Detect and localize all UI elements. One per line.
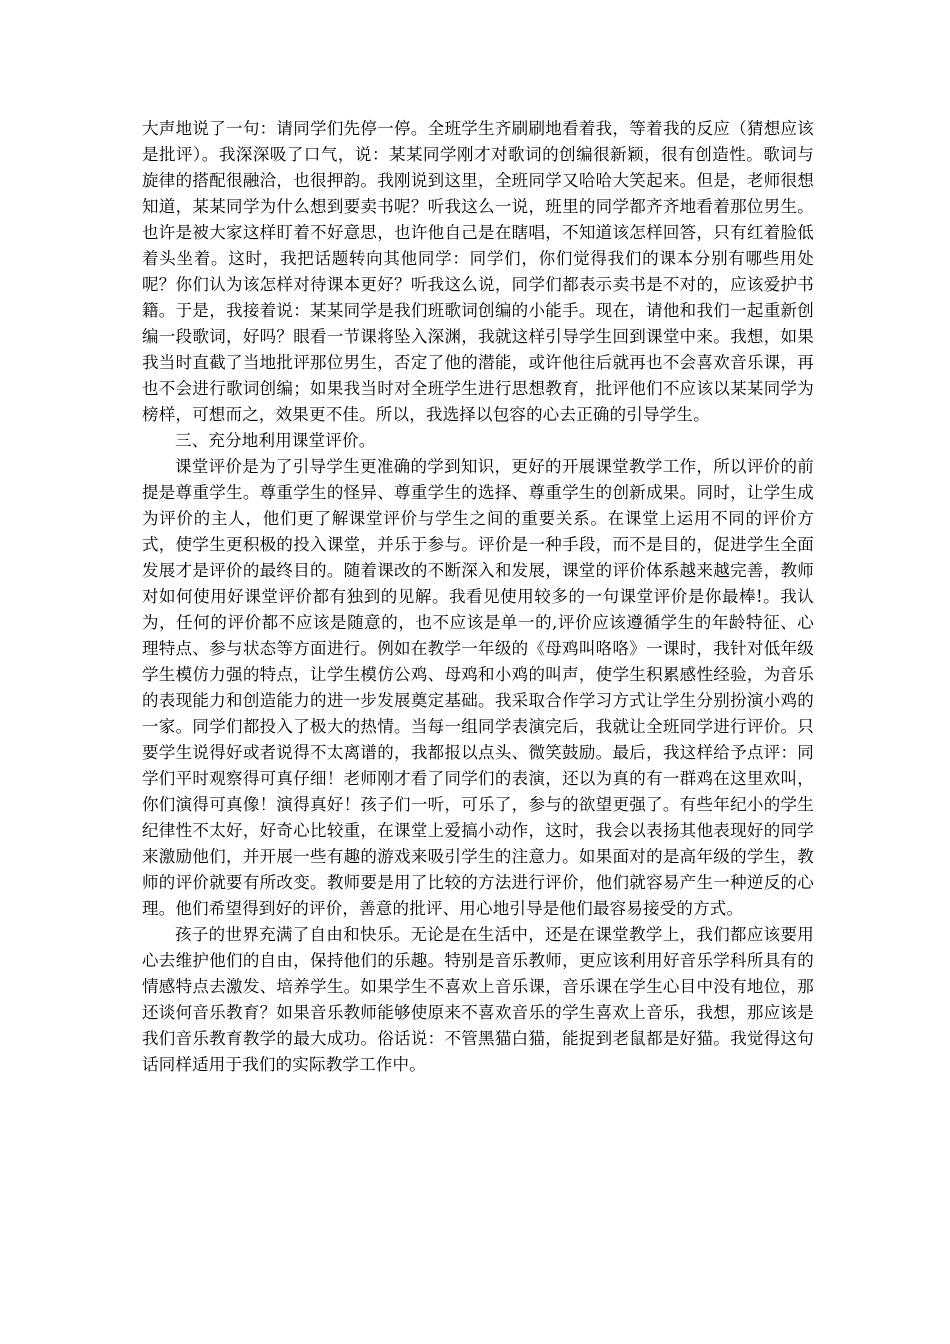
- document-body: [142, 116, 814, 1078]
- paragraph-3: 孩子的世界充满了自由和快乐。无论是在生活中，还是在课堂教学上，我们都应该要用心去维护他们的自由，保持他们的乐趣。特别是音乐教师，更应该利用好音乐学科所具有的情感特点去激发、培养学生。如果学生不喜欢上音乐课，音乐课在学生心目中没有地位，那还谈何音乐教育？如果音乐教师能够使原来不喜欢音乐的学生喜欢上音乐，我想，那应该是我们音乐教育教学的最大成功。俗话说：不管黑猫白猫，能捉到老鼠都是好猫。我觉得这句话同样适用于我们的实际教学工作中。: [142, 925, 814, 1074]
- paragraph-2: 课堂评价是为了引导学生更准确的学到知识，更好的开展课堂教学工作，所以评价的前提是尊重学生。尊重学生的怪异、尊重学生的选择、尊重学生的创新成果。同时，让学生成为评价的主人，他们更了解课堂评价与学生之间的重要关系。在课堂上运用不同的评价方式，使学生更积极的投入课堂，并乐于参与。评价是一种手段，而不是目的，促进学生全面发展才是评价的最终目的。随着课改的不断深入和发展，课堂的评价体系越来越完善，教师对如何使用好课堂评价都有独到的见解。我看见使用较多的一句课堂评价是你最棒!。我认为，任何的评价都不应该是随意的，也不应该是单一的,评价应该遵循学生的年龄特征、心理特点、参与状态等方面进行。例如在教学一年级的《母鸡叫咯咯》一课时，我针对低年级学生模仿力强的特点，让学生模仿公鸡、母鸡和小鸡的叫声，使学生积累感性经验，为音乐的表现能力和创造能力的进一步发展奠定基础。我采取合作学习方式让学生分别扮演小鸡的一家。同学们都投入了极大的热情。当每一组同学表演完后，我就让全班同学进行评价。只要学生说得好或者说得不太离谱的，我都报以点头、微笑鼓励。最后，我这样给予点评：同学们平时观察得可真仔细！老师刚才看了同学们的表演，还以为真的有一群鸡在这里欢叫，你们演得可真像！演得真好！孩子们一听，可乐了，参与的欲望更强了。有些年纪小的学生纪律性不太好，好奇心比较重，在课堂上爱搞小动作，这时，我会以表扬其他表现好的同学来激励他们，并开展一些有趣的游戏来吸引学生的注意力。如果面对的是高年级的学生，教师的评价就要有所改变。教师要是用了比较的方法进行评价，他们就容易产生一种逆反的心理。他们希望得到好的评价，善意的批评、用心地引导是他们最容易接受的方式。: [142, 457, 814, 918]
- paragraph-1: 大声地说了一句：请同学们先停一停。全班学生齐刷刷地看着我，等着我的反应（猜想应该是批评）。我深深吸了口气，说：某某同学刚才对歌词的创编很新颖，很有创造性。歌词与旋律的搭配很融洽，也很押韵。我刚说到这里，全班同学又哈哈大笑起来。但是，老师很想知道，某某同学为什么想到要卖书呢？听我这么一说，班里的同学都齐齐地看着那位男生。也许是被大家这样盯着不好意思，也许他自己是在瞎唱，不知道该怎样回答，只有红着脸低着头坐着。这时，我把话题转向其他同学：同学们，你们觉得我们的课本分别有哪些用处呢？你们认为该怎样对待课本更好？听我这么说，同学们都表示卖书是不对的，应该爱护书籍。于是，我接着说：某某同学是我们班歌词创编的小能手。现在，请他和我们一起重新创编一段歌词，好吗？眼看一节课将坠入深渊，我就这样引导学生回到课堂中来。我想，如果我当时直截了当地批评那位男生，否定了他的潜能，或许他往后就再也不会喜欢音乐课，再也不会进行歌词创编；如果我当时对全班学生进行思想教育，批评他们不应该以某某同学为榜样，可想而之，效果更不佳。所以，我选择以包容的心去正确的引导学生。: [142, 119, 814, 424]
- section-heading: 三、充分地利用课堂评价。: [175, 431, 376, 450]
